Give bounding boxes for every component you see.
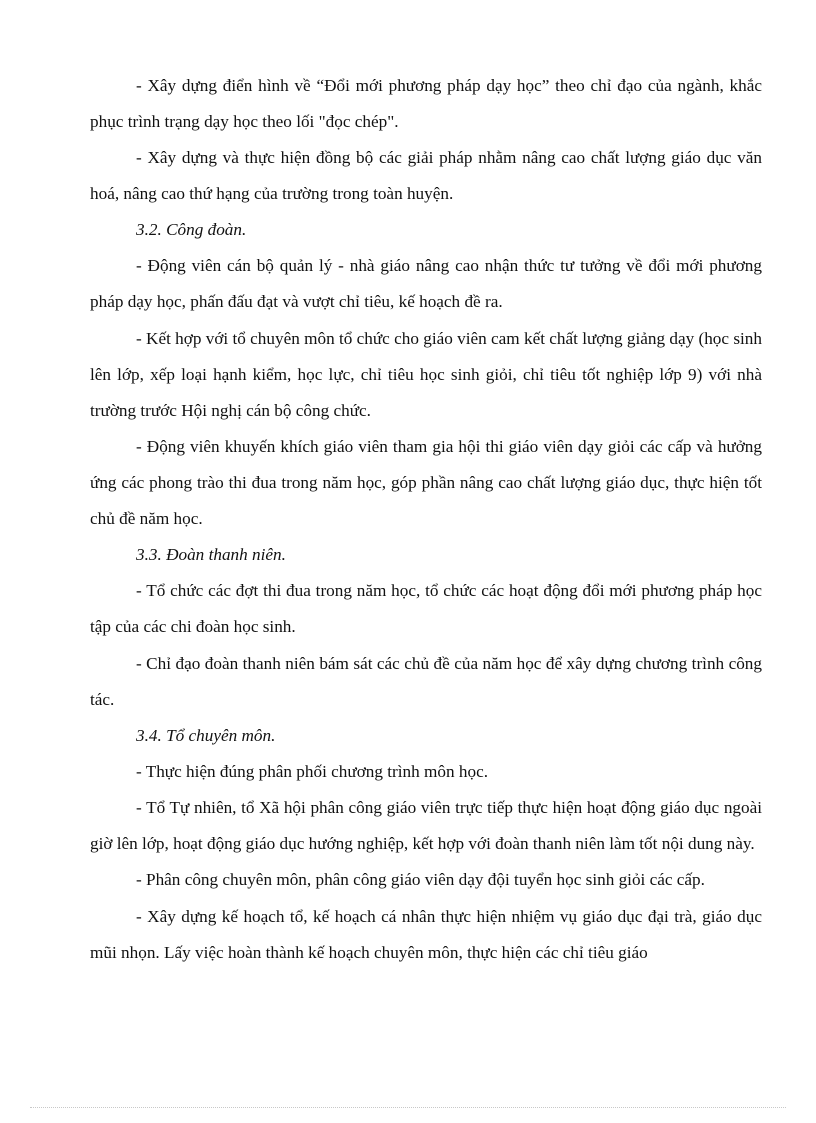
paragraph-1: - Xây dựng điển hình về “Đổi mới phương pháp dạy học” theo chỉ đạo của ngành, khắc phục trình trạng dạy học theo lối "đọc chép". bbox=[90, 76, 762, 131]
section-heading-3-2: 3.2. Công đoàn. bbox=[136, 220, 247, 240]
paragraph-5: - Động viên khuyến khích giáo viên tham gia hội thi giáo viên dạy giỏi các cấp và hưởng ứng các phong trào thi đua trong năm học, góp phần nâng cao chất lượng giáo dục, thực hiện tốt chủ đề năm học. bbox=[90, 437, 762, 529]
paragraph-9: - Tổ Tự nhiên, tổ Xã hội phân công giáo viên trực tiếp thực hiện hoạt động giáo dục ngoài giờ lên lớp, hoạt động giáo dục hướng nghiệp, kết hợp với đoàn thanh niên làm tốt nội dung này. bbox=[90, 797, 762, 853]
paragraph-7: - Chỉ đạo đoàn thanh niên bám sát các chủ đề của năm học để xây dựng chương trình công tác. bbox=[90, 653, 762, 709]
paragraph-10: - Phân công chuyên môn, phân công giáo viên dạy đội tuyển học sinh giỏi các cấp. bbox=[136, 870, 705, 890]
paragraph-4: - Kết hợp với tổ chuyên môn tổ chức cho giáo viên cam kết chất lượng giảng dạy (học sinh lên lớp, xếp loại hạnh kiểm, học lực, chỉ tiêu học sinh giỏi, chỉ tiêu tốt nghiệp lớp 9) với nhà trường trước Hội nghị cán bộ công chức. bbox=[90, 328, 762, 420]
document-page bbox=[90, 68, 762, 971]
paragraph-11: - Xây dựng kế hoạch tổ, kế hoạch cá nhân thực hiện nhiệm vụ giáo dục đại trà, giáo dục mũi nhọn. Lấy việc hoàn thành kế hoạch chuyên môn, thực hiện các chỉ tiêu giáo bbox=[90, 906, 762, 962]
page-bottom-divider bbox=[30, 1107, 786, 1108]
paragraph-8: - Thực hiện đúng phân phối chương trình môn học. bbox=[136, 761, 488, 781]
section-heading-3-3: 3.3. Đoàn thanh niên. bbox=[136, 545, 286, 565]
paragraph-6: - Tổ chức các đợt thi đua trong năm học, tổ chức các hoạt động đổi mới phương pháp học tập của các chi đoàn học sinh. bbox=[90, 581, 762, 637]
paragraph-2: - Xây dựng và thực hiện đồng bộ các giải pháp nhằm nâng cao chất lượng giáo dục văn hoá, nâng cao thứ hạng của trường trong toàn huyện. bbox=[90, 148, 762, 204]
section-heading-3-4: 3.4. Tổ chuyên môn. bbox=[136, 725, 276, 745]
paragraph-3: - Động viên cán bộ quản lý - nhà giáo nâng cao nhận thức tư tưởng về đổi mới phương pháp dạy học, phấn đấu đạt và vượt chỉ tiêu, kế hoạch đề ra. bbox=[90, 256, 762, 312]
